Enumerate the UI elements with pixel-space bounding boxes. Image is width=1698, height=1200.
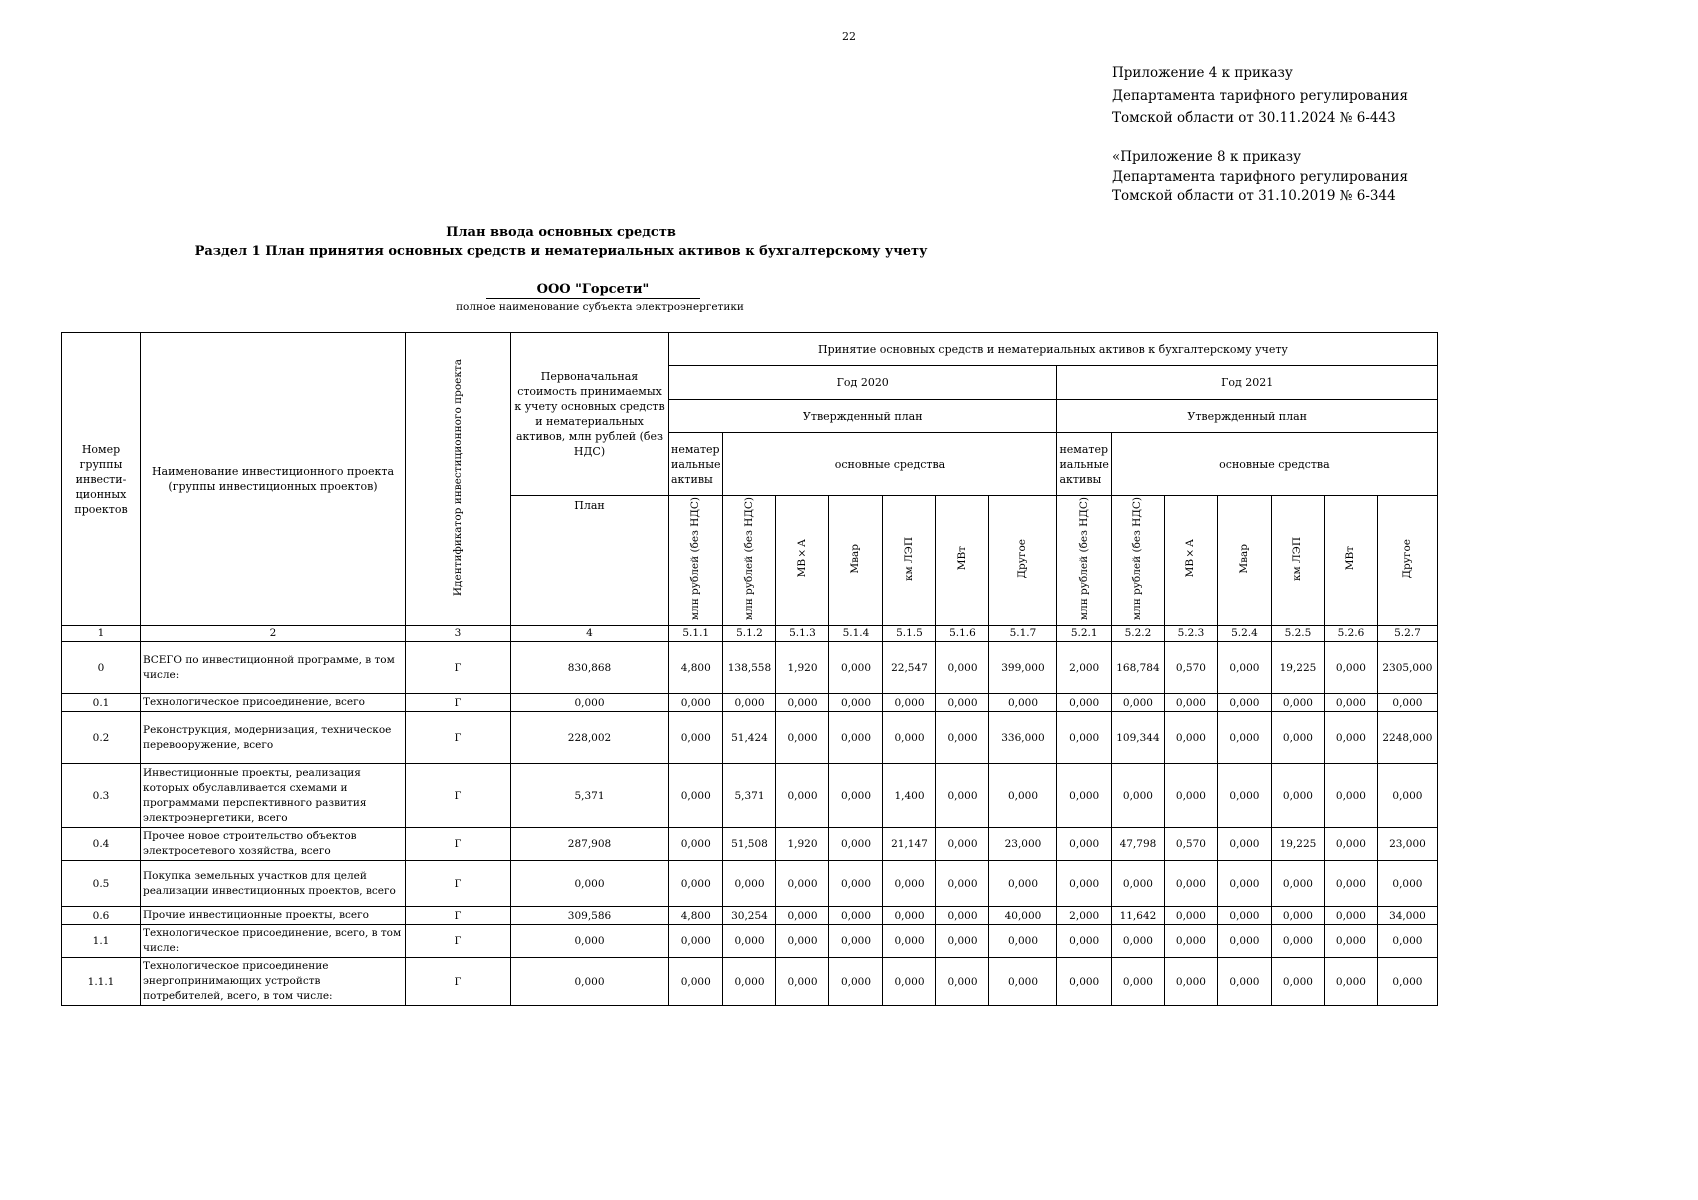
approval-line: Приложение 4 к приказу: [1112, 65, 1293, 81]
row-value-2021: 0,570: [1164, 642, 1217, 694]
row-value-2020: 0,000: [989, 861, 1057, 907]
row-plan-value: 0,000: [511, 925, 669, 958]
row-value-2020: 0,000: [829, 861, 883, 907]
column-number: 1: [62, 626, 141, 642]
header-unit-text: МВ×А: [1184, 539, 1197, 578]
header-unit-text: МВт: [1344, 546, 1357, 571]
row-value-2021: 0,000: [1271, 958, 1324, 1006]
row-value-2021: 0,000: [1324, 642, 1377, 694]
row-value-2020: 23,000: [989, 828, 1057, 861]
row-value-2021: 0,000: [1271, 925, 1324, 958]
row-value-2020: 0,000: [829, 828, 883, 861]
row-value-2020: 0,000: [883, 958, 936, 1006]
approval-block-original: [1112, 148, 1408, 207]
row-value-2020: 0,000: [776, 925, 829, 958]
table-row: [62, 861, 1438, 907]
row-number: 0.1: [62, 694, 141, 712]
header-unit-text: МВ×А: [795, 539, 808, 578]
row-value-2020: 51,424: [723, 712, 776, 764]
row-number: 0.2: [62, 712, 141, 764]
row-value-2020: 0,000: [669, 712, 723, 764]
header-approved-2020: Утвержденный план: [669, 400, 1057, 433]
row-value-2021: 0,000: [1271, 861, 1324, 907]
header-unit: [1217, 496, 1271, 626]
row-value-2020: 0,000: [936, 828, 989, 861]
row-value-2020: 51,508: [723, 828, 776, 861]
row-value-2020: 0,000: [936, 925, 989, 958]
row-plan-value: 228,002: [511, 712, 669, 764]
row-value-2020: 0,000: [989, 764, 1057, 828]
row-value-2020: 0,000: [723, 925, 776, 958]
row-value-2020: 0,000: [723, 694, 776, 712]
row-value-2021: 0,000: [1324, 694, 1377, 712]
row-value-2021: 2305,000: [1377, 642, 1437, 694]
row-value-2020: 0,000: [776, 861, 829, 907]
header-unit: [1271, 496, 1324, 626]
row-value-2021: 0,000: [1057, 925, 1111, 958]
row-value-2020: 0,000: [883, 861, 936, 907]
row-value-2020: 1,920: [776, 642, 829, 694]
row-value-2020: 0,000: [829, 694, 883, 712]
header-unit: [989, 496, 1057, 626]
column-number: 5.2.5: [1271, 626, 1324, 642]
header-unit-text: млн рублей (без НДС): [742, 497, 755, 621]
row-plan-value: 830,868: [511, 642, 669, 694]
row-value-2020: 0,000: [723, 861, 776, 907]
row-value-2021: 2,000: [1057, 642, 1111, 694]
row-value-2020: 399,000: [989, 642, 1057, 694]
row-value-2021: 0,000: [1164, 861, 1217, 907]
row-value-2021: 0,000: [1217, 642, 1271, 694]
column-number: 5.2.7: [1377, 626, 1437, 642]
row-value-2021: 0,000: [1377, 861, 1437, 907]
header-project-id: [406, 333, 511, 626]
row-value-2020: 0,000: [883, 694, 936, 712]
header-unit-text: млн рублей (без НДС): [689, 497, 702, 621]
row-value-2020: 0,000: [989, 925, 1057, 958]
row-value-2020: 40,000: [989, 907, 1057, 925]
header-unit-text: Мвар: [849, 543, 862, 574]
header-project-id-text: Идентификатор инвестиционного проекта: [451, 358, 464, 596]
row-value-2020: 0,000: [776, 907, 829, 925]
row-value-2021: 0,000: [1377, 925, 1437, 958]
column-number: 5.2.4: [1217, 626, 1271, 642]
row-value-2021: 0,000: [1324, 712, 1377, 764]
row-number: 0.4: [62, 828, 141, 861]
table-row: [62, 712, 1438, 764]
header-unit: [723, 496, 776, 626]
row-value-2020: 0,000: [936, 861, 989, 907]
header-unit: [776, 496, 829, 626]
row-project-id: Г: [406, 861, 511, 907]
row-value-2021: 0,000: [1377, 694, 1437, 712]
header-initial-cost: Первоначальная стоимость принимаемых к учету основных средств и нематериальных активов, млн рублей (без НДС): [511, 333, 669, 496]
header-unit: [669, 496, 723, 626]
table-row: [62, 907, 1438, 925]
header-intangible-2020: нематер иальные активы: [669, 433, 723, 496]
row-value-2020: 0,000: [723, 958, 776, 1006]
row-value-2020: 0,000: [936, 694, 989, 712]
header-unit-text: млн рублей (без НДС): [1131, 497, 1144, 621]
row-project-name: Технологическое присоединение, всего, в том числе:: [141, 925, 406, 958]
row-project-id: Г: [406, 925, 511, 958]
row-value-2020: 5,371: [723, 764, 776, 828]
row-value-2021: 2248,000: [1377, 712, 1437, 764]
row-value-2020: 0,000: [883, 712, 936, 764]
row-value-2021: 168,784: [1111, 642, 1164, 694]
row-value-2020: 0,000: [936, 712, 989, 764]
row-value-2021: 47,798: [1111, 828, 1164, 861]
row-plan-value: 0,000: [511, 694, 669, 712]
row-value-2021: 2,000: [1057, 907, 1111, 925]
row-value-2020: 0,000: [883, 925, 936, 958]
row-value-2021: 0,000: [1217, 925, 1271, 958]
row-value-2020: 1,920: [776, 828, 829, 861]
approval-block-current: [1112, 62, 1408, 130]
row-value-2021: 0,000: [1324, 907, 1377, 925]
row-value-2021: 23,000: [1377, 828, 1437, 861]
approval-line: «Приложение 8 к приказу: [1112, 149, 1302, 165]
row-project-name: Реконструкция, модернизация, техническое перевооружение, всего: [141, 712, 406, 764]
row-value-2020: 21,147: [883, 828, 936, 861]
row-value-2021: 0,000: [1164, 712, 1217, 764]
header-group-number: Номер группы инвести-ционных проектов: [62, 333, 141, 626]
row-project-id: Г: [406, 764, 511, 828]
row-number: 1.1.1: [62, 958, 141, 1006]
row-value-2021: 0,000: [1164, 907, 1217, 925]
row-value-2020: 0,000: [669, 958, 723, 1006]
row-value-2021: 11,642: [1111, 907, 1164, 925]
row-value-2021: 19,225: [1271, 828, 1324, 861]
header-unit-text: км ЛЭП: [1291, 536, 1304, 581]
header-unit: [1111, 496, 1164, 626]
table-row: [62, 642, 1438, 694]
row-value-2020: 0,000: [829, 958, 883, 1006]
row-value-2020: 0,000: [829, 712, 883, 764]
row-value-2021: 0,000: [1057, 828, 1111, 861]
row-value-2021: 0,000: [1271, 907, 1324, 925]
header-unit-text: Другое: [1016, 538, 1029, 579]
row-value-2020: 0,000: [989, 958, 1057, 1006]
row-value-2021: 0,000: [1111, 694, 1164, 712]
row-value-2020: 0,000: [936, 642, 989, 694]
row-number: 0.3: [62, 764, 141, 828]
row-project-name: Прочее новое строительство объектов электросетевого хозяйства, всего: [141, 828, 406, 861]
header-acceptance: Принятие основных средств и нематериальных активов к бухгалтерскому учету: [669, 333, 1438, 366]
header-unit: [883, 496, 936, 626]
row-number: 1.1: [62, 925, 141, 958]
row-value-2020: 0,000: [829, 907, 883, 925]
row-value-2021: 34,000: [1377, 907, 1437, 925]
row-value-2020: 0,000: [776, 764, 829, 828]
row-value-2021: 0,000: [1271, 764, 1324, 828]
row-value-2021: 0,000: [1111, 958, 1164, 1006]
row-value-2021: 0,000: [1217, 828, 1271, 861]
section-title: Раздел 1 План принятия основных средств и нематериальных активов к бухгалтерскому учету: [194, 244, 928, 259]
row-value-2021: 0,000: [1324, 828, 1377, 861]
organization-name: ООО "Горсети": [486, 282, 700, 299]
header-unit-text: МВт: [955, 546, 968, 571]
column-number-row: [62, 626, 1438, 642]
row-value-2021: 0,000: [1057, 861, 1111, 907]
table-row: [62, 694, 1438, 712]
row-value-2021: 0,000: [1324, 958, 1377, 1006]
header-unit: [1324, 496, 1377, 626]
approval-line: Департамента тарифного регулирования: [1112, 87, 1408, 104]
row-number: 0.5: [62, 861, 141, 907]
row-value-2021: 0,570: [1164, 828, 1217, 861]
column-number: 5.1.1: [669, 626, 723, 642]
column-number: 5.1.4: [829, 626, 883, 642]
row-value-2020: 22,547: [883, 642, 936, 694]
row-project-name: Покупка земельных участков для целей реализации инвестиционных проектов, всего: [141, 861, 406, 907]
row-value-2020: 138,558: [723, 642, 776, 694]
column-number: 5.2.6: [1324, 626, 1377, 642]
row-value-2021: 0,000: [1324, 925, 1377, 958]
header-unit-text: Мвар: [1237, 543, 1250, 574]
header-intangible-2021: нематер иальные активы: [1057, 433, 1111, 496]
column-number: 5.2.3: [1164, 626, 1217, 642]
row-value-2020: 0,000: [669, 694, 723, 712]
table-row: [62, 764, 1438, 828]
column-number: 5.1.2: [723, 626, 776, 642]
row-value-2021: 109,344: [1111, 712, 1164, 764]
row-value-2020: 0,000: [989, 694, 1057, 712]
header-fixed-2020: основные средства: [723, 433, 1057, 496]
row-plan-value: 309,586: [511, 907, 669, 925]
row-value-2020: 0,000: [829, 764, 883, 828]
approval-line: Томской области от 30.11.2024 № 6-443: [1112, 110, 1396, 126]
row-value-2021: 0,000: [1217, 694, 1271, 712]
row-value-2020: 0,000: [669, 764, 723, 828]
row-value-2020: 0,000: [829, 925, 883, 958]
table-row: [62, 925, 1438, 958]
header-plan: План: [511, 496, 669, 626]
row-plan-value: 5,371: [511, 764, 669, 828]
row-value-2021: 0,000: [1164, 694, 1217, 712]
header-approved-2021: Утвержденный план: [1057, 400, 1437, 433]
row-value-2020: 0,000: [669, 828, 723, 861]
row-value-2021: 0,000: [1217, 764, 1271, 828]
column-number: 5.1.5: [883, 626, 936, 642]
row-project-id: Г: [406, 712, 511, 764]
row-value-2021: 0,000: [1377, 764, 1437, 828]
row-value-2020: 0,000: [669, 861, 723, 907]
row-value-2021: 0,000: [1217, 712, 1271, 764]
header-unit: [1057, 496, 1111, 626]
document-title: План ввода основных средств: [446, 225, 676, 240]
row-value-2020: 0,000: [669, 925, 723, 958]
column-number: 5.2.1: [1057, 626, 1111, 642]
row-value-2021: 0,000: [1057, 712, 1111, 764]
row-value-2020: 0,000: [776, 712, 829, 764]
approval-line: Томской области от 31.10.2019 № 6-344: [1112, 188, 1396, 204]
header-year-2021: Год 2021: [1057, 366, 1437, 400]
header-fixed-2021: основные средства: [1111, 433, 1437, 496]
row-value-2021: 0,000: [1217, 861, 1271, 907]
row-value-2021: 19,225: [1271, 642, 1324, 694]
row-value-2021: 0,000: [1271, 712, 1324, 764]
page-number: 22: [842, 30, 856, 43]
row-value-2021: 0,000: [1164, 764, 1217, 828]
column-number: 2: [141, 626, 406, 642]
row-project-name: Инвестиционные проекты, реализация которых обуславливается схемами и программами перспективного развития электроэнергетики, всего: [141, 764, 406, 828]
row-value-2020: 0,000: [776, 958, 829, 1006]
row-project-id: Г: [406, 642, 511, 694]
row-plan-value: 0,000: [511, 958, 669, 1006]
column-number: 5.1.6: [936, 626, 989, 642]
header-unit-text: Другое: [1400, 538, 1413, 579]
table-row: [62, 958, 1438, 1006]
row-value-2021: 0,000: [1324, 861, 1377, 907]
row-project-name: Технологическое присоединение энергопринимающих устройств потребителей, всего, в том числе:: [141, 958, 406, 1006]
row-value-2021: 0,000: [1111, 925, 1164, 958]
row-value-2021: 0,000: [1271, 694, 1324, 712]
row-project-id: Г: [406, 694, 511, 712]
row-project-id: Г: [406, 828, 511, 861]
row-value-2020: 30,254: [723, 907, 776, 925]
header-unit-text: км ЛЭП: [902, 536, 915, 581]
row-number: 0: [62, 642, 141, 694]
row-value-2021: 0,000: [1377, 958, 1437, 1006]
row-value-2021: 0,000: [1164, 958, 1217, 1006]
row-project-id: Г: [406, 907, 511, 925]
row-value-2021: 0,000: [1111, 861, 1164, 907]
header-unit: [936, 496, 989, 626]
row-number: 0.6: [62, 907, 141, 925]
row-value-2021: 0,000: [1111, 764, 1164, 828]
header-unit: [829, 496, 883, 626]
approval-line: Департамента тарифного регулирования: [1112, 168, 1408, 185]
row-project-name: ВСЕГО по инвестиционной программе, в том числе:: [141, 642, 406, 694]
column-number: 5.1.7: [989, 626, 1057, 642]
column-number: 3: [406, 626, 511, 642]
row-value-2020: 0,000: [936, 958, 989, 1006]
row-value-2021: 0,000: [1164, 925, 1217, 958]
row-value-2021: 0,000: [1217, 907, 1271, 925]
row-value-2020: 0,000: [776, 694, 829, 712]
row-plan-value: 287,908: [511, 828, 669, 861]
header-unit: [1377, 496, 1437, 626]
investment-plan-table: [61, 332, 1438, 1006]
row-value-2020: 0,000: [936, 907, 989, 925]
column-number: 5.2.2: [1111, 626, 1164, 642]
row-value-2020: 0,000: [829, 642, 883, 694]
row-value-2021: 0,000: [1217, 958, 1271, 1006]
header-unit-text: млн рублей (без НДС): [1077, 497, 1090, 621]
row-value-2020: 4,800: [669, 907, 723, 925]
row-value-2020: 4,800: [669, 642, 723, 694]
header-year-2020: Год 2020: [669, 366, 1057, 400]
table-row: [62, 828, 1438, 861]
column-number: 4: [511, 626, 669, 642]
header-project-name: Наименование инвестиционного проекта (группы инвестиционных проектов): [141, 333, 406, 626]
row-value-2020: 1,400: [883, 764, 936, 828]
row-project-name: Технологическое присоединение, всего: [141, 694, 406, 712]
column-number: 5.1.3: [776, 626, 829, 642]
row-value-2021: 0,000: [1057, 694, 1111, 712]
row-value-2021: 0,000: [1057, 764, 1111, 828]
header-unit: [1164, 496, 1217, 626]
row-value-2020: 336,000: [989, 712, 1057, 764]
row-value-2020: 0,000: [936, 764, 989, 828]
row-value-2020: 0,000: [883, 907, 936, 925]
row-value-2021: 0,000: [1057, 958, 1111, 1006]
row-plan-value: 0,000: [511, 861, 669, 907]
organization-caption: полное наименование субъекта электроэнергетики: [456, 301, 744, 313]
row-project-id: Г: [406, 958, 511, 1006]
row-value-2021: 0,000: [1324, 764, 1377, 828]
row-project-name: Прочие инвестиционные проекты, всего: [141, 907, 406, 925]
